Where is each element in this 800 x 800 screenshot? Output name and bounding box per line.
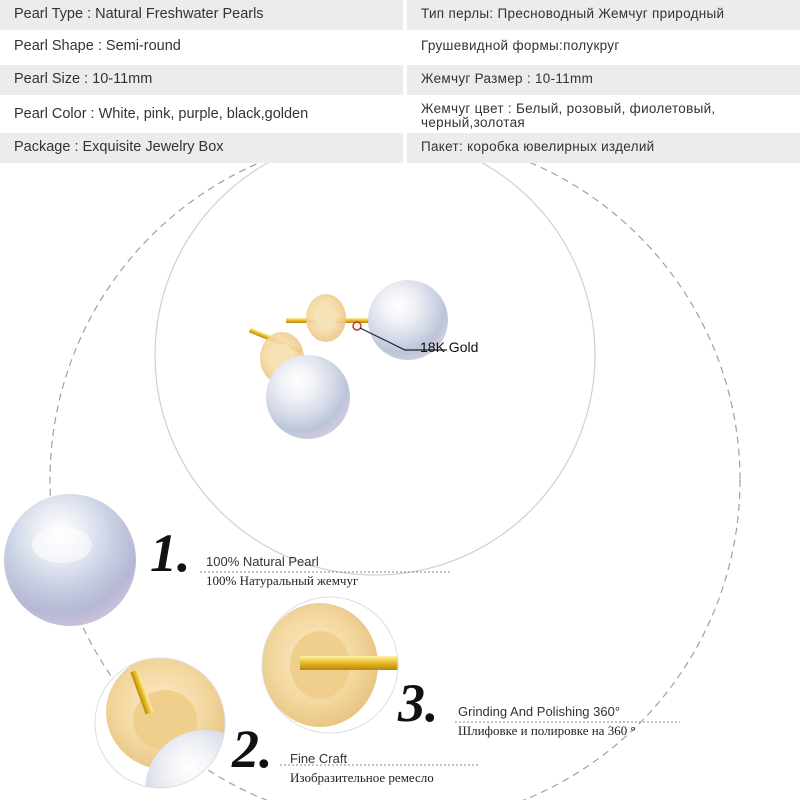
spec-row-package [0,133,800,163]
spec-row-pearl-shape [0,32,800,62]
spec-pearl-shape-ru: Грушевидной формы:полукруг [407,32,800,62]
feature-3-en: Grinding And Polishing 360° [458,704,621,719]
feature-3-ru: Шлифовке и полировке на 360 ° [458,723,636,738]
spec-package-en: Package : Exquisite Jewelry Box [0,133,403,163]
inner-circle [155,163,595,575]
spec-package-ru: Пакет: коробка ювелирных изделий [407,133,800,163]
feature-2-number: 2. [232,719,273,779]
spec-pearl-color-en: Pearl Color : White, pink, purple, black,golden [0,100,403,130]
spec-row-pearl-size [0,65,800,95]
feature-2-caption [290,751,434,786]
feature-3-caption [458,704,636,739]
spec-table [0,0,800,163]
spec-pearl-shape-en: Pearl Shape : Semi-round [0,32,403,62]
feature-1-en: 100% Natural Pearl [206,554,319,569]
feature-3-number: 3. [398,673,439,733]
feature-2-en: Fine Craft [290,751,348,766]
spec-pearl-type-ru: Тип перлы: Пресноводный Жемчуг природный [407,0,800,30]
spec-row-pearl-type [0,0,800,30]
spec-pearl-size-ru: Жемчуг Размер : 10-11mm [407,65,800,95]
feature-1-caption [206,554,358,589]
feature-2-ru: Изобразительное ремесло [290,770,434,785]
feature-1-number: 1. [150,523,191,583]
gold-label: 18K Gold [420,339,479,355]
feature-1-ru: 100% Натуральный жемчуг [206,573,359,588]
feature-1-closeup [4,494,136,626]
spec-row-pearl-color [0,100,800,130]
spec-pearl-type-en: Pearl Type : Natural Freshwater Pearls [0,0,403,30]
spec-pearl-size-en: Pearl Size : 10-11mm [0,65,403,95]
spec-pearl-color-ru: Жемчуг цвет : Белый, розовый, фиолетовый, черный,золотая [407,100,767,130]
earring-front [249,328,350,439]
